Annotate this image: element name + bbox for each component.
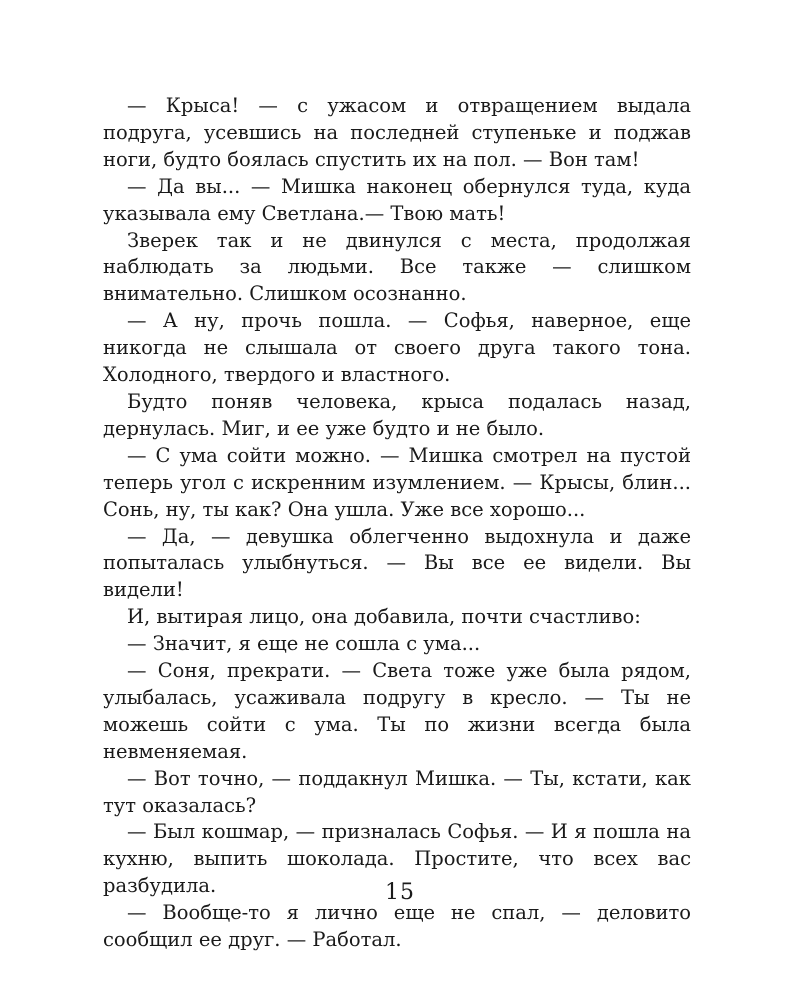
paragraph: — Вот точно, — поддакнул Мишка. — Ты, кстати, как тут оказалась? (103, 766, 691, 817)
paragraph: — Крыса! — с ужасом и отвращением выдала подруга, усевшись на последней ступеньке и поджав ноги, будто боялась спустить их на пол. — Вон там! (103, 94, 691, 171)
paragraph: — Соня, прекрати. — Света тоже уже была рядом, улыбалась, усаживала подругу в кресло. — Ты не можешь сойти с ума. Ты по жизни всегда была невменяемая. (103, 659, 691, 763)
body-text (103, 93, 691, 954)
page-number: 15 (385, 880, 415, 905)
paragraph: Будто поняв человека, крыса подалась назад, дернулась. Миг, и ее уже будто и не было. (103, 389, 691, 440)
paragraph: И, вытирая лицо, она добавила, почти счастливо: (127, 605, 641, 629)
paragraph: Зверек так и не двинулся с места, продолжая наблюдать за людьми. Все также — слишком внимательно. Слишком осознанно. (103, 228, 691, 306)
paragraph: — С ума сойти можно. — Мишка смотрел на пустой теперь угол с искренним изумлением. — Крысы, блин... Сонь, ну, ты как? Она ушла. Уже все хорошо... (103, 443, 691, 521)
paragraph: — А ну, прочь пошла. — Софья, наверное, еще никогда не слышала от своего друга такого тона. Холодного, твердого и властного. (103, 309, 691, 387)
paragraph: — Был кошмар, — призналась Софья. — И я пошла на кухню, выпить шоколада. Простите, что всех вас разбудила. (103, 820, 691, 898)
paragraph: — Вообще-то я лично еще не спал, — деловито сообщил ее друг. — Работал. (103, 901, 691, 952)
paragraph: — Да вы... — Мишка наконец обернулся туда, куда указывала ему Светлана.— Твою мать! (103, 174, 691, 225)
paragraph: — Да, — девушка облегченно выдохнула и даже попыталась улыбнуться. — Вы все ее видели. Вы видели! (103, 524, 691, 602)
paragraph: — Значит, я еще не сошла с ума... (127, 632, 481, 656)
